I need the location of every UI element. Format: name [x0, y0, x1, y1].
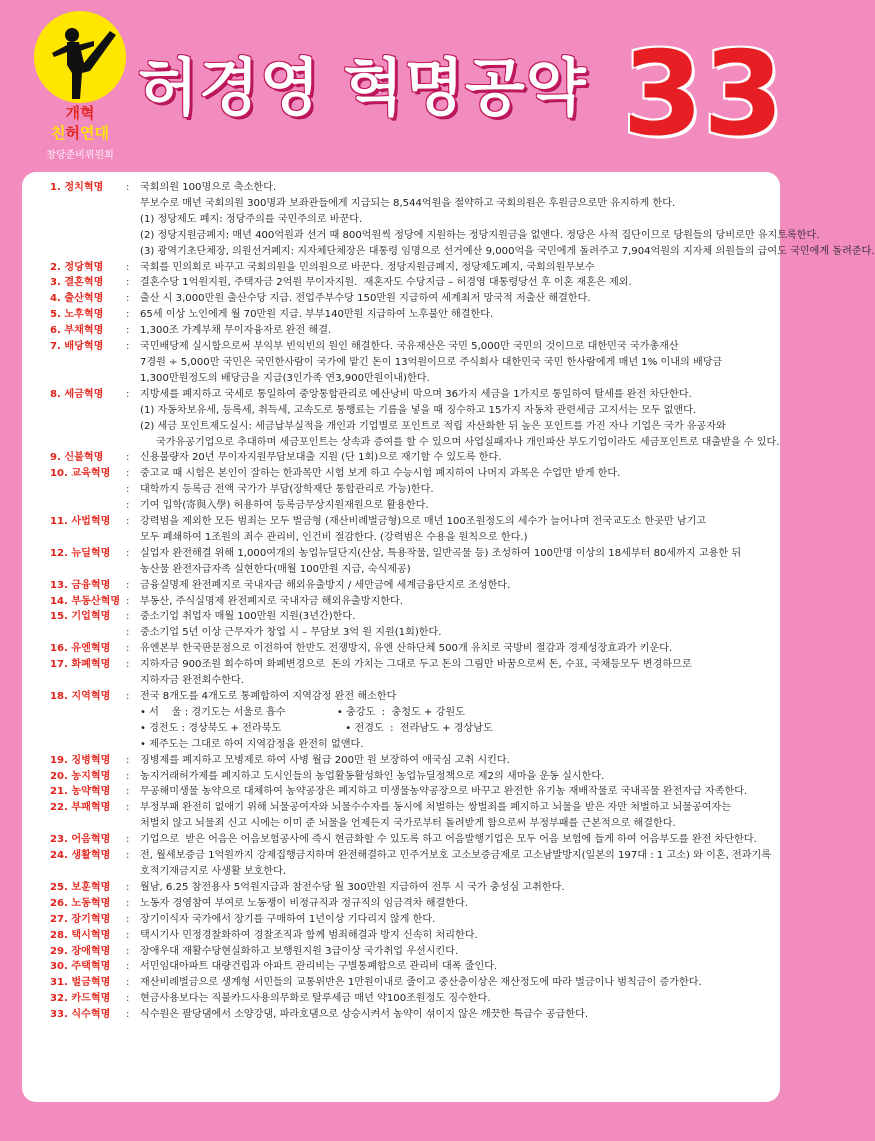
- pledge-number: 19.: [50, 754, 68, 766]
- pledge-text: 신용불량자 20년 무이자지원무담보대출 지원 (단 1회)으로 재기할 수 있도록 한다.: [140, 452, 502, 464]
- pledge-title: 기업혁명: [71, 611, 111, 623]
- pledge-title: 부패혁명: [71, 802, 111, 814]
- pledge-colon: :: [126, 643, 130, 655]
- pledge-text: 국민배당제 실시함으로써 부익부 빈익빈의 원인 해결한다. 국유재산은 국민 5,000만 국민의 것이므로 대한민국 국가총재산: [140, 341, 679, 353]
- pledge-title: 보훈혁명: [71, 881, 111, 893]
- pledge-continuation: [50, 721, 780, 737]
- pledge-text: 무공해미생물 농약으로 대체하여 농약공장은 폐지하고 미생물농약공장으로 바꾸고 완전한 유기농 재배작물로 국내곡물 완전자급 자족한다.: [140, 786, 748, 798]
- pledge-item: [50, 339, 780, 355]
- pledge-text: 1,300만원정도의 배당금을 지급(3인가족 연3,900만원이내)한다.: [140, 372, 430, 384]
- pledge-label: [50, 816, 126, 832]
- pledge-colon: :: [126, 452, 130, 464]
- pledge-title: 부채혁명: [64, 325, 104, 337]
- pledge-text: 중소기업 취업자 매월 100만원 지원(3년간)한다.: [140, 611, 356, 623]
- logo-text-3: 창당준비위원회: [46, 150, 114, 161]
- pledge-text: 중고교 때 시험은 본인이 잘하는 한과목만 시험 보게 하고 수능시험 폐지하여 나머지 과목은 수업만 받게 한다.: [140, 468, 621, 480]
- pledge-title: 유엔혁명: [71, 643, 111, 655]
- pledge-number: 18.: [50, 691, 68, 702]
- pledge-continuation: [50, 419, 780, 435]
- pledge-label: [50, 562, 126, 578]
- logo-text-1: 개혁: [65, 104, 95, 122]
- pledge-label: [50, 482, 126, 498]
- pledge-colon: :: [126, 897, 130, 909]
- pledge-colon: :: [126, 929, 130, 941]
- pledge-title: 농약혁명: [71, 786, 111, 798]
- page-title: 허경영 혁명공약: [138, 51, 587, 124]
- pledge-item: [50, 657, 780, 673]
- pledge-colon: [126, 864, 140, 880]
- pledge-title: 어음혁명: [71, 834, 111, 846]
- pledge-colon: :: [126, 834, 130, 846]
- pledge-title: 세금혁명: [64, 388, 104, 400]
- pledge-label: [50, 371, 126, 387]
- pledge-colon: :: [126, 325, 130, 337]
- pledge-text: 부동산, 주식실명제 완전폐지로 국내자금 해외유출방지한다.: [140, 595, 404, 607]
- pledge-item: [50, 594, 780, 610]
- pledge-label: [50, 832, 126, 848]
- pledge-text: 전, 월세보증금 1억원까지 강제집행금지하며 완전해결하고 민주거보호 고소보증금제로 고소남발방지(일본의 197대 : 1 고소) 와 이혼, 전과기록: [140, 850, 772, 862]
- pledge-text: 월남, 6.25 참전용사 5억원지급과 참전수당 월 300만원 지급하여 전투 시 국가 충성심 고취한다.: [140, 881, 565, 893]
- pledge-colon: [126, 371, 140, 387]
- pledge-label: [50, 212, 126, 228]
- pledge-title: 카드혁명: [71, 993, 111, 1005]
- pledge-text: 국회를 민의회로 바꾸고 국회의원을 민의원으로 바꾼다. 정당지원금폐지, 정당제도폐지, 국회의원무보수: [140, 261, 595, 273]
- pledge-colon: :: [126, 770, 130, 782]
- pledge-label: [50, 721, 126, 737]
- pledge-item: [50, 275, 780, 291]
- pledge-item: [50, 928, 780, 944]
- pledge-title: 부동산혁명: [71, 595, 121, 607]
- pledge-item: [50, 260, 780, 276]
- pledge-label: [50, 228, 126, 244]
- pledge-item: [50, 832, 780, 848]
- pledge-continuation: [50, 482, 780, 498]
- pledge-label: [50, 657, 126, 673]
- pledge-continuation: [50, 212, 780, 228]
- kicking-man-icon: [34, 11, 126, 103]
- pledge-item: [50, 944, 780, 960]
- pledge-item: [50, 689, 780, 705]
- pledge-text: • 경전도 : 경상북도 + 전라북도 • 전경도 : 전라남도 + 경상남도: [140, 722, 493, 734]
- pledge-colon: :: [126, 945, 130, 957]
- pledge-colon: [126, 530, 140, 546]
- pledge-label: [50, 594, 126, 610]
- pledge-item: [50, 578, 780, 594]
- pledge-label: [50, 244, 126, 260]
- pledge-continuation: [50, 864, 780, 880]
- pledge-colon: [126, 244, 140, 260]
- pledge-text: 지하자금 900조원 회수하며 화폐변경으로 돈의 가치는 그대로 두고 돈의 그림만 바꿈으로써 돈, 수표, 국채등모두 변경하므로: [140, 659, 692, 671]
- pledge-colon: :: [126, 691, 130, 702]
- pledge-item: [50, 784, 780, 800]
- pledge-number: 23.: [50, 834, 68, 846]
- logo-circle: [34, 11, 126, 103]
- pledge-number: 28.: [50, 929, 68, 941]
- pledge-label: [50, 864, 126, 880]
- pledge-card: [22, 172, 875, 1102]
- pledge-text: 장애우대 재활수당현실화하고 보행원지원 3급이상 국가취업 우선시킨다.: [140, 945, 459, 957]
- pledge-label: [50, 689, 126, 705]
- pledge-label: [50, 705, 126, 721]
- logo-text-2: [34, 124, 126, 142]
- pledge-continuation: [50, 244, 875, 260]
- pledge-title: 정치혁명: [64, 182, 104, 193]
- pledge-colon: [126, 721, 140, 737]
- pledge-item: [50, 466, 780, 482]
- pledge-text: (3) 광역기초단체장, 의원선거폐지: 지자체단체장은 대통령 임명으로 선거예산 9,000억을 국민에게 돌려주고 7,904억원의 지자체 의원들의 급여도 국민에게 돌려준다.: [140, 245, 875, 257]
- pledge-number: 8.: [50, 388, 61, 400]
- pledge-colon: :: [126, 468, 130, 480]
- pledge-title: 출산혁명: [64, 293, 104, 305]
- pledge-colon: [126, 196, 140, 212]
- pledge-number: 5.: [50, 309, 61, 321]
- pledge-continuation: [50, 228, 820, 244]
- pledge-colon: :: [126, 913, 130, 925]
- pledge-item: [50, 800, 780, 816]
- pledge-colon: :: [126, 611, 130, 623]
- pledge-label: [50, 578, 126, 594]
- pledge-continuation: [50, 625, 780, 641]
- pledge-text: 무보수로 매년 국회의원 300명과 보좌관들에게 지급되는 8,544억원을 절약하고 국회의원은 후원금으로만 유지하게 한다.: [140, 197, 676, 209]
- pledge-item: [50, 880, 780, 896]
- pledge-text: 지하자금 완전회수한다.: [140, 675, 244, 687]
- pledge-text: 국가유공기업으로 추대하며 세금포인트는 상속과 증여를 할 수 있으며 사업실패자나 개인파산 부도기업이라도 세금포인트로 대출받을 수 있다.: [140, 436, 780, 448]
- pledge-label: [50, 769, 126, 785]
- pledge-continuation: [50, 355, 780, 371]
- pledge-colon: :: [126, 309, 130, 321]
- pledge-label: [50, 291, 126, 307]
- pledge-item: [50, 291, 780, 307]
- pledge-text: 식수원은 팔당댐에서 소양강댐, 파라호댐으로 상승시켜서 농약이 섞이지 않은 깨끗한 특급수 공급한다.: [140, 1009, 589, 1021]
- pledge-list: [50, 180, 875, 1023]
- pledge-colon: :: [126, 484, 130, 496]
- pledge-number: 10.: [50, 468, 68, 480]
- pledge-label: [50, 784, 126, 800]
- pledge-item: [50, 323, 780, 339]
- pledge-item: [50, 307, 780, 323]
- pledge-number: 13.: [50, 579, 68, 591]
- pledge-label: [50, 196, 126, 212]
- pledge-label: [50, 944, 126, 960]
- pledge-label: [50, 912, 126, 928]
- pledge-number: 1.: [50, 182, 61, 193]
- pledge-title: 식수혁명: [71, 1009, 111, 1021]
- pledge-item: [50, 1007, 780, 1023]
- pledge-text: 모두 폐쇄하여 1조원의 죄수 관리비, 인건비 절감한다. (강력범은 수용을 원칙으로 한다.): [140, 531, 528, 543]
- pledge-number: 12.: [50, 547, 68, 559]
- pledge-number: 22.: [50, 802, 68, 814]
- pledge-label: [50, 514, 126, 530]
- pledge-text: 금융실명제 완전폐지로 국내자금 해외유출방지 / 세만금에 세계금융단지로 조성한다.: [140, 579, 511, 591]
- pledge-colon: [126, 419, 140, 435]
- pledge-colon: :: [126, 547, 130, 559]
- pledge-title: 결혼혁명: [64, 277, 104, 289]
- pledge-label: [50, 753, 126, 769]
- pledge-continuation: [50, 562, 780, 578]
- pledge-colon: :: [126, 277, 130, 289]
- pledge-text: 부정부패 완전히 없애기 위해 뇌물공여자와 뇌물수수자를 동시에 처벌하는 쌍벌죄를 폐지하고 뇌물을 받은 자만 처벌하고 뇌물공여자는: [140, 802, 731, 814]
- pledge-number: 15.: [50, 611, 68, 623]
- pledge-number: 9.: [50, 452, 61, 464]
- pledge-number: 24.: [50, 850, 68, 862]
- pledge-item: [50, 769, 780, 785]
- pledge-colon: :: [126, 341, 130, 353]
- pledge-text: 재산비례벌금으로 생계형 서민들의 교통위반은 1만원이내로 줄이고 중산층이상은 재산정도에 따라 벌금이나 범칙금이 증가한다.: [140, 977, 702, 989]
- pledge-colon: [126, 816, 140, 832]
- pledge-colon: :: [126, 659, 130, 671]
- pledge-text: 호적기재금지로 사생활 보호한다.: [140, 865, 287, 877]
- pledge-text: 대학까지 등록금 전액 국가가 부담(장학재단 통합관리로 가능)한다.: [140, 484, 434, 496]
- pledge-continuation: [50, 371, 780, 387]
- pledge-text: 농산물 완전자급자족 실현한다(매월 100만원 지급, 숙식제공): [140, 563, 411, 575]
- pledge-label: [50, 260, 126, 276]
- pledge-label: [50, 450, 126, 466]
- pledge-number: 7.: [50, 341, 61, 353]
- pledge-text: (1) 자동차보유세, 등록세, 취득세, 고속도로 통행료는 기름을 넣을 때 징수하고 15가지 자동차 관련세금 고지서는 모두 없앤다.: [140, 404, 697, 416]
- pledge-title: 노동혁명: [71, 897, 111, 909]
- pledge-label: [50, 641, 126, 657]
- pledge-text: 징병제를 폐지하고 모병제로 하여 사병 월급 200만 원 보장하여 애국심 고취 시킨다.: [140, 754, 510, 766]
- pledge-colon: :: [126, 627, 130, 639]
- pledge-colon: [126, 212, 140, 228]
- pledge-number: 11.: [50, 516, 68, 528]
- pledge-title: 정당혁명: [64, 261, 104, 273]
- pledge-continuation: [50, 435, 780, 451]
- pledge-colon: [126, 737, 140, 753]
- pledge-text: 유엔본부 한국판문점으로 이전하여 한반도 전쟁방지, 유엔 산하단체 500개 유치로 국방비 절감과 경제성장효과가 키운다.: [140, 643, 673, 655]
- pledge-text: • 서 울 : 경기도는 서울로 흡수 • 충강도 : 충청도 + 강원도: [140, 706, 465, 718]
- pledge-title: 교육혁명: [71, 468, 111, 480]
- pledge-item: [50, 959, 780, 975]
- pledge-title: 벌금혁명: [71, 977, 111, 989]
- pledge-item: [50, 609, 780, 625]
- pledge-text: 실업자 완전해결 위해 1,000여개의 농업뉴딜단지(산삼, 특용작물, 일반곡물 등) 조성하여 100만명 이상의 18세부터 80세까지 고용한 뒤: [140, 547, 742, 559]
- pledge-colon: [126, 228, 140, 244]
- pledge-number: 25.: [50, 881, 68, 893]
- pledge-label: [50, 180, 126, 196]
- pledge-item: [50, 514, 780, 530]
- pledge-number: 32.: [50, 993, 68, 1005]
- pledge-label: [50, 959, 126, 975]
- pledge-label: [50, 435, 126, 451]
- pledge-text: • 제주도는 그대로 하여 지역감정을 완전히 없앤다.: [140, 738, 364, 750]
- pledge-colon: :: [126, 388, 130, 400]
- pledge-colon: :: [126, 500, 130, 512]
- pledge-continuation: [50, 737, 780, 753]
- logo-text-2c: 연대: [80, 124, 109, 142]
- pledge-label: [50, 307, 126, 323]
- pledge-label: [50, 625, 126, 641]
- pledge-label: [50, 466, 126, 482]
- pledge-label: [50, 991, 126, 1007]
- pledge-continuation: [50, 705, 780, 721]
- pledge-text: 중소기업 5년 이상 근무자가 창업 시 – 무담보 3억 원 지원(1회)한다.: [140, 627, 442, 639]
- pledge-title: 주택혁명: [71, 961, 111, 973]
- pledge-colon: [126, 562, 140, 578]
- pledge-text: (2) 정당지원금폐지: 매년 400억원과 선거 때 800억원씩 정당에 지원하는 정당지원금을 없앤다. 정당은 사적 집단이므로 당원들의 당비로만 유지토록한다.: [140, 229, 820, 241]
- pledge-title: 징병혁명: [71, 754, 111, 766]
- pledge-colon: :: [126, 977, 130, 989]
- pledge-item: [50, 387, 780, 403]
- pledge-label: [50, 530, 126, 546]
- pledge-number: 2.: [50, 261, 61, 273]
- pledge-title: 사법혁명: [71, 516, 111, 528]
- pledge-item: [50, 753, 780, 769]
- pledge-title: 화폐혁명: [71, 659, 111, 671]
- pledge-colon: [126, 355, 140, 371]
- pledge-number: 30.: [50, 961, 68, 973]
- pledge-colon: :: [126, 993, 130, 1005]
- pledge-title: 신불혁명: [64, 452, 104, 464]
- pledge-number: 14.: [50, 595, 68, 607]
- pledge-colon: :: [126, 182, 130, 193]
- pledge-text: 강력범을 제외한 모든 범죄는 모두 벌금형 (재산비례벌금형)으로 매년 100조원정도의 세수가 늘어나며 전국교도소 한곳만 남기고: [140, 516, 707, 528]
- pledge-text: 65세 이상 노인에게 월 70만원 지급. 부부140만원 지급하여 노후불안 해결한다.: [140, 309, 494, 321]
- pledge-label: [50, 387, 126, 403]
- pledge-colon: [126, 673, 140, 689]
- pledge-colon: :: [126, 1009, 130, 1021]
- pledge-colon: [126, 403, 140, 419]
- pledge-text: 장기이식자 국가에서 장기를 구매하여 1년이상 기다리지 않게 한다.: [140, 913, 436, 925]
- pledge-label: [50, 673, 126, 689]
- logo-text-2a: 친: [51, 124, 66, 142]
- pledge-colon: :: [126, 961, 130, 973]
- pledge-label: [50, 355, 126, 371]
- pledge-colon: :: [126, 786, 130, 798]
- pledge-title: 노후혁명: [64, 309, 104, 321]
- pledge-item: [50, 912, 780, 928]
- pledge-count: 33: [622, 27, 784, 162]
- pledge-text: 기업으로 받은 어음은 어음보험공사에 즉시 현금화할 수 있도록 하고 어음발행기업은 모두 어음 보험에 들게 하여 어음부도를 완전 차단한다.: [140, 834, 757, 846]
- pledge-item: [50, 450, 780, 466]
- pledge-title: 생활혁명: [71, 850, 111, 862]
- pledge-title: 장애혁명: [71, 945, 111, 957]
- pledge-item: [50, 848, 780, 864]
- pledge-continuation: [50, 403, 780, 419]
- pledge-label: [50, 609, 126, 625]
- pledge-text: 7경원 ÷ 5,000만 국민은 국민한사람이 국가에 맡긴 돈이 13억원이므로 주식회사 대한민국 국민 한사람에게 매년 1% 이내의 배당금: [140, 356, 723, 368]
- pledge-label: [50, 323, 126, 339]
- pledge-text: 기여 입학(寄與入學) 허용하여 등록금무상지원재원으로 활용한다.: [140, 500, 429, 512]
- pledge-number: 29.: [50, 945, 68, 957]
- pledge-number: 21.: [50, 786, 68, 798]
- pledge-label: [50, 339, 126, 355]
- pledge-text: 1,300조 가계부채 무이자융자로 완전 해결.: [140, 325, 332, 337]
- pledge-label: [50, 848, 126, 864]
- pledge-item: [50, 975, 780, 991]
- logo-text-2b: 허: [65, 124, 80, 142]
- pledge-number: 27.: [50, 913, 68, 925]
- pledge-title: 금융혁명: [71, 579, 111, 591]
- pledge-number: 17.: [50, 659, 68, 671]
- pledge-colon: :: [126, 595, 130, 607]
- pledge-number: 26.: [50, 897, 68, 909]
- pledge-colon: :: [126, 802, 130, 814]
- pledge-item: [50, 180, 780, 196]
- pledge-colon: [126, 705, 140, 721]
- pledge-colon: :: [126, 516, 130, 528]
- pledge-text: 현금사용보다는 직불카드사용의무화로 탈루세금 매년 약100조원정도 징수한다.: [140, 993, 491, 1005]
- pledge-title: 택시혁명: [71, 929, 111, 941]
- pledge-text: 서민임대아파트 대량건립과 아파트 관리비는 구별통폐합으로 관리비 대폭 줄인다.: [140, 961, 498, 973]
- pledge-label: [50, 800, 126, 816]
- pledge-item: [50, 546, 780, 562]
- pledge-label: [50, 737, 126, 753]
- pledge-item: [50, 991, 780, 1007]
- pledge-label: [50, 975, 126, 991]
- pledge-text: 국회의원 100명으로 축소한다.: [140, 182, 277, 193]
- pledge-text: (2) 세금 포인트제도실시: 세금납부실적을 개인과 기업별로 포인트로 적립 자산화한 뒤 높은 포인트를 가진 자나 기업은 국가 유공자와: [140, 420, 726, 432]
- pledge-continuation: [50, 816, 780, 832]
- pledge-label: [50, 419, 126, 435]
- pledge-colon: :: [126, 261, 130, 273]
- pledge-colon: [126, 435, 140, 451]
- pledge-number: 6.: [50, 325, 61, 337]
- pledge-colon: :: [126, 850, 130, 862]
- pledge-label: [50, 896, 126, 912]
- pledge-item: [50, 641, 780, 657]
- pledge-continuation: [50, 196, 780, 212]
- pledge-title: 배당혁명: [64, 341, 104, 353]
- pledge-title: 농지혁명: [71, 770, 111, 782]
- pledge-text: (1) 정당제도 폐지: 정당주의를 국민주의로 바꾼다.: [140, 213, 363, 225]
- pledge-number: 3.: [50, 277, 61, 289]
- pledge-label: [50, 275, 126, 291]
- pledge-number: 16.: [50, 643, 68, 655]
- pledge-text: 택시기사 민정경찰화하여 경찰조직과 함께 범죄해결과 방지 신속히 처리한다.: [140, 929, 478, 941]
- pledge-number: 4.: [50, 293, 61, 305]
- pledge-label: [50, 498, 126, 514]
- pledge-number: 31.: [50, 977, 68, 989]
- pledge-title: 뉴딜혁명: [71, 547, 111, 559]
- pledge-text: 결혼수당 1억원지원, 주택자금 2억원 무이자지원. 재혼자도 수당지급 – 허경영 대통령당선 후 이혼 재혼은 제외.: [140, 277, 632, 289]
- pledge-text: 노동자 경영참여 부여로 노동쟁이 비정규직과 정규직의 임금격차 해결한다.: [140, 897, 468, 909]
- pledge-label: [50, 1007, 126, 1023]
- pledge-continuation: [50, 673, 780, 689]
- pledge-text: 농지거래허가제를 폐지하고 도시인들의 농업활동활성화인 농업뉴딜정책으로 제2의 새마을 운동 실시한다.: [140, 770, 605, 782]
- pledge-label: [50, 880, 126, 896]
- pledge-label: [50, 403, 126, 419]
- pledge-colon: :: [126, 293, 130, 305]
- pledge-title: 장기혁명: [71, 913, 111, 925]
- pledge-item: [50, 896, 780, 912]
- pledge-number: 20.: [50, 770, 68, 782]
- pledge-label: [50, 928, 126, 944]
- pledge-colon: :: [126, 754, 130, 766]
- pledge-continuation: [50, 530, 780, 546]
- pledge-continuation: [50, 498, 780, 514]
- pledge-text: 처벌치 않고 뇌물죄 신고 시에는 이미 준 뇌물을 언제든지 국가로부터 돌려받게 함으로써 부정부패를 근본적으로 해결한다.: [140, 818, 676, 830]
- pledge-text: 출산 시 3,000만원 출산수당 지급. 전업주부수당 150만원 지급하여 세계최저 망국적 저출산 해결한다.: [140, 293, 591, 305]
- pledge-label: [50, 546, 126, 562]
- pledge-text: 지방세를 폐지하고 국세로 통일하여 중앙통합관리로 예산낭비 막으며 36가지 세금을 1가지로 통일하여 탈세를 완전 차단한다.: [140, 388, 692, 400]
- pledge-colon: :: [126, 579, 130, 591]
- pledge-title: 지역혁명: [71, 691, 111, 702]
- pledge-number: 33.: [50, 1009, 68, 1021]
- pledge-colon: :: [126, 881, 130, 893]
- pledge-text: 전국 8개도를 4개도로 통폐합하여 지역감정 완전 해소한다: [140, 691, 397, 702]
